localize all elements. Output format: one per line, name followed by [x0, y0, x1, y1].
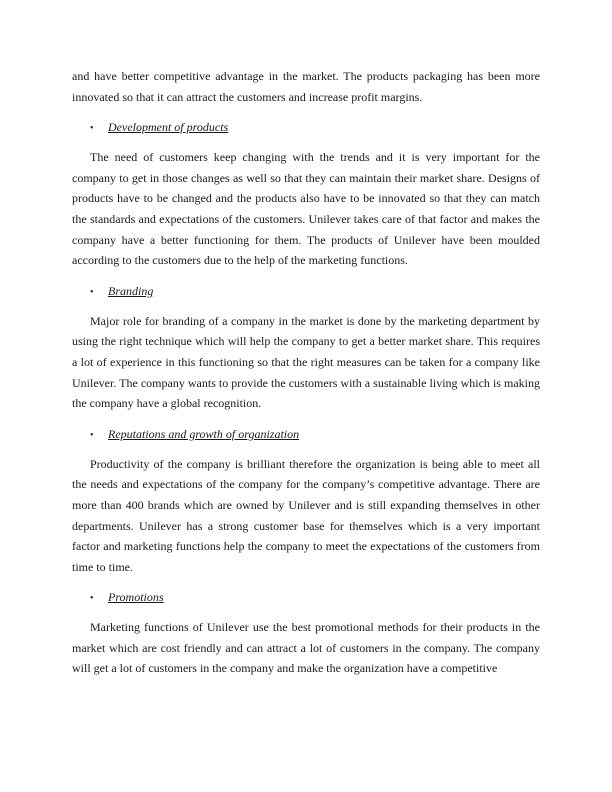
heading-text: Development of products [108, 120, 229, 135]
heading-text: Promotions [108, 590, 164, 605]
section-body-development: The need of customers keep changing with the trends and it is very important for the company to get in those changes as well so that they can maintain their market share. Designs of products have to be changed and the products also have to be innovated so that they can match the standards and expectations of the customers. Unilever takes care of that factor and makes the company have a better functioning for them. The products of Unilever have been moulded according to the customers due to the help of the marketing functions. [72, 150, 540, 268]
heading-text: Branding [108, 283, 154, 298]
section-body-reputations: Productivity of the company is brilliant therefore the organization is being able to meet all the needs and expectations of the company for the company’s competitive advantage. There are more than 400 brands which are owned by Unilever and is still expanding themselves in other departments. Unilever has a strong customer base for themselves which is a very important factor and marketing functions help the company to meet the expectations of the customers from time to time. [72, 456, 540, 574]
document-page [72, 66, 540, 679]
intro-paragraph: and have better competitive advantage in the market. The products packaging has been more innovated so that it can attract the customers and increase profit margins. [72, 69, 540, 104]
section-heading-branding [72, 281, 540, 301]
section-body-branding: Major role for branding of a company in the market is done by the marketing department by using the right technique which will help the company to get a better market share. This requires a lot of experience in this functioning so that the right measures can be taken for a company like Unilever. The company wants to provide the customers with a sustainable living which is making the company have a global recognition. [72, 313, 540, 411]
bullet-icon: • [90, 123, 94, 135]
section-body-promotions: Marketing functions of Unilever use the best promotional methods for their products in the market which are cost friendly and can attract a lot of customers in the company. The company will get a lot of customers in the company and make the organization have a competitive [72, 620, 540, 676]
section-heading-reputations [72, 424, 540, 444]
heading-text: Reputations and growth of organization [108, 426, 300, 441]
bullet-icon: • [90, 286, 94, 298]
section-heading-development [72, 117, 540, 137]
bullet-icon: • [90, 429, 94, 441]
section-heading-promotions [72, 587, 540, 607]
bullet-icon: • [90, 593, 94, 605]
